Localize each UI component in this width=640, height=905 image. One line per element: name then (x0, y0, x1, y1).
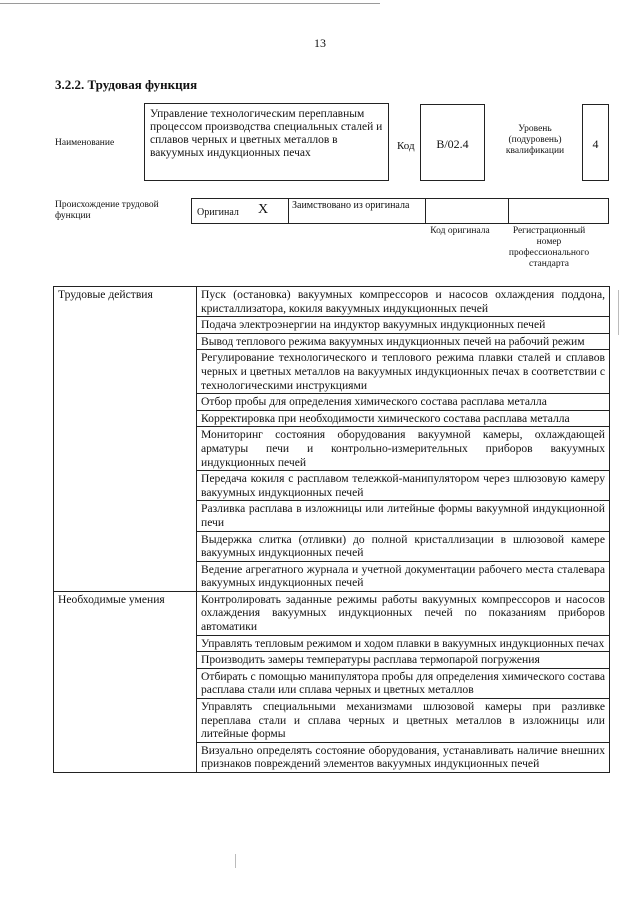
row-item: Вывод теплового режима вакуумных индукционных печей на рабочий режим (197, 333, 610, 350)
row-item: Выдержка слитка (отливки) до полной кристаллизации в шлюзовой камере вакуумных индукционных печей (197, 531, 610, 561)
code-original-label: Код оригинала (430, 226, 490, 236)
code-box (420, 104, 485, 181)
row-item: Управлять тепловым режимом и ходом плавки в вакуумных индукционных печах (197, 635, 610, 652)
row-header: Трудовые действия (54, 287, 197, 592)
section-title: 3.2.2. Трудовая функция (55, 77, 198, 92)
origin-divider (425, 199, 426, 223)
row-item: Ведение агрегатного журнала и учетной документации рабочего места сталевара вакуумных индукционных печей (197, 561, 610, 591)
original-label: Оригинал (197, 207, 239, 218)
origin-label: Происхождение трудовой функции (55, 200, 159, 221)
original-mark: X (258, 202, 269, 217)
row-item: Регулирование технологического и теплового режима плавки сталей и сплавов черных и цветных металлов на вакуумных индукционных печах в соответствии с технологическими инструкциями (197, 350, 610, 394)
row-header: Необходимые умения (54, 591, 197, 772)
level-box (582, 104, 609, 181)
row-item: Корректировка при необходимости химического состава расплава металла (197, 410, 610, 427)
margin-mark (235, 854, 236, 868)
page-number: 13 (314, 36, 326, 50)
row-item: Пуск (остановка) вакуумных компрессоров и насосов охлаждения поддона, кристаллизатора, кокиля вакуумных индукционных печей (197, 287, 610, 317)
row-item: Разливка расплава в изложницы или литейные формы вакуумной индукционной печи (197, 501, 610, 531)
level-label: Уровень (подуровень) квалификации (505, 124, 565, 156)
margin-mark (618, 290, 619, 335)
table-row (54, 287, 610, 317)
row-item: Контролировать заданные режимы работы вакуумных компрессоров и насосов охлаждения вакуумных индукционных печей по показаниям приборов автоматики (197, 591, 610, 635)
reg-number-label: Регистрационный номер профессионального стандарта (508, 226, 590, 269)
row-item: Передача кокиля с расплавом тележкой-манипулятором через шлюзовую камеру вакуумных индукционных печей (197, 471, 610, 501)
name-label: Наименование (55, 138, 115, 148)
row-item: Отбор пробы для определения химического состава расплава металла (197, 394, 610, 411)
code-value: В/02.4 (436, 137, 469, 151)
origin-divider (288, 199, 289, 223)
function-name: Управление технологическим переплавным процессом производства специальных сталей и сплавов черных и цветных металлов в вакуумных индукционных печах (150, 108, 383, 159)
row-item: Производить замеры температуры расплава термопарой погружения (197, 652, 610, 669)
table-row (54, 591, 610, 635)
origin-divider (508, 199, 509, 223)
function-name-box (144, 103, 389, 181)
row-item: Визуально определять состояние оборудования, устанавливать наличие внешних признаков повреждений элементов вакуумных индукционных печей (197, 742, 610, 772)
row-item: Мониторинг состояния оборудования вакуумной камеры, охлаждающей арматуры печи и контрольно-измерительных приборов вакуумных индукционных печей (197, 427, 610, 471)
top-rule (0, 3, 380, 4)
borrowed-label: Заимствовано из оригинала (292, 200, 410, 211)
row-item: Подача электроэнергии на индуктор вакуумных индукционных печей (197, 317, 610, 334)
code-label: Код (397, 140, 415, 152)
level-value: 4 (592, 137, 599, 151)
function-table (53, 286, 610, 773)
row-item: Управлять специальными механизмами шлюзовой камеры при разливке переплава стали и сплава черных и цветных металлов в изложницы или литейные формы (197, 699, 610, 743)
row-item: Отбирать с помощью манипулятора пробы для определения химического состава расплава стали или сплава черных и цветных металлов (197, 668, 610, 698)
